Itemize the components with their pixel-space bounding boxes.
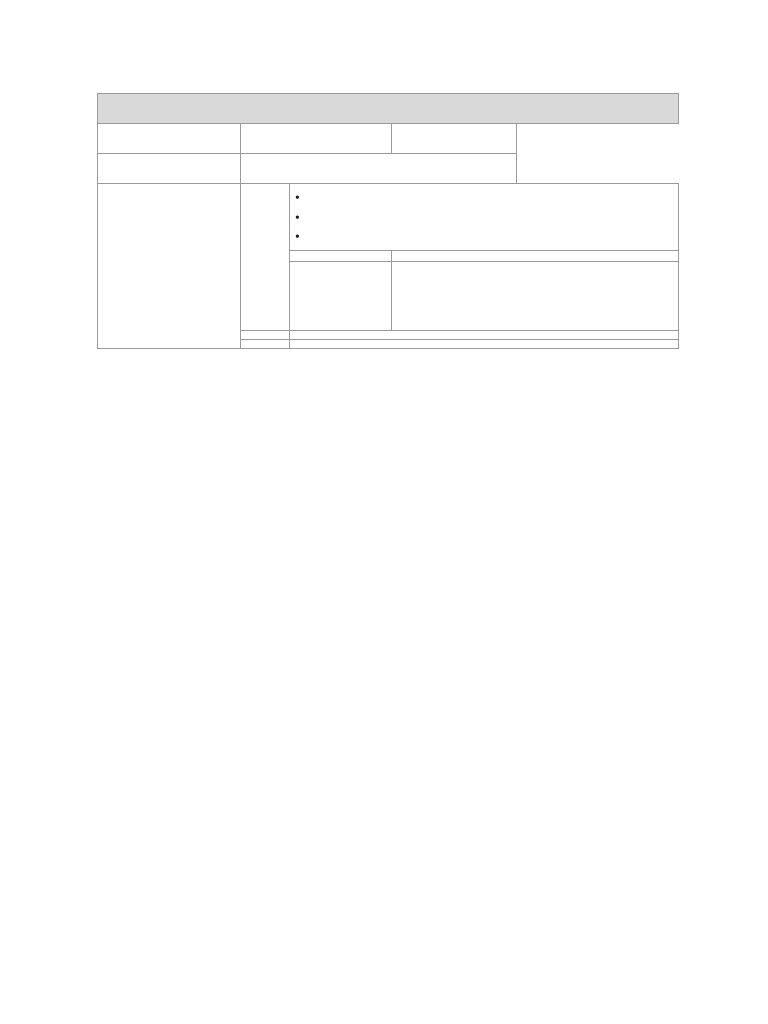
technology-label [241, 339, 290, 348]
subject-value [392, 124, 517, 154]
science-bullet-3 [295, 227, 673, 247]
math-content [290, 330, 679, 339]
practices-value [392, 250, 679, 261]
science-content [290, 184, 679, 251]
science-bullets [295, 188, 673, 247]
table-title [98, 94, 679, 124]
grade-row [98, 154, 679, 184]
math-label [241, 330, 290, 339]
grade-value [241, 154, 517, 184]
author-label [98, 124, 241, 154]
technology-content [290, 339, 679, 348]
author-row [98, 124, 679, 154]
vital-information-table [97, 93, 679, 349]
science-bullet-2 [295, 208, 673, 228]
science-row [98, 184, 679, 251]
science-bullet-1 [295, 188, 673, 208]
author-value [241, 124, 392, 154]
crosscutting-label [290, 261, 392, 330]
crosscutting-value [392, 261, 679, 330]
science-label [241, 184, 290, 331]
standards-cell [98, 184, 241, 349]
practices-label [290, 250, 392, 261]
grade-label [98, 154, 241, 184]
